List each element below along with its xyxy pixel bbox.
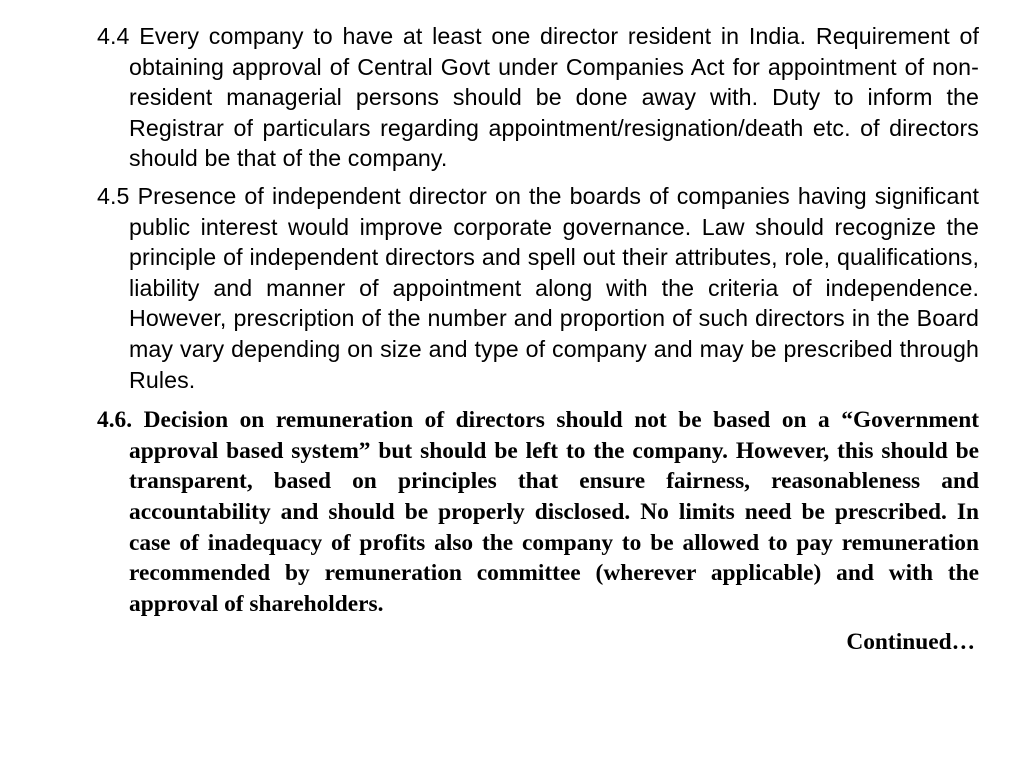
- paragraph-text: Every company to have at least one director resident in India. Requirement of obtaining approval of Central Govt under Companies Act for appointment of non-resident managerial persons should be done away with. Duty to inform the Registrar of particulars regarding appointment/resignation/death etc. of directors should be that of the company.: [129, 23, 979, 172]
- paragraph-text: Decision on remuneration of directors should not be based on a “Government approval based system” but should be left to the company. However, this should be transparent, based on principles that ensure fairness, reasonableness and accountability and should be properly disclosed. No limits need be prescribed. In case of inadequacy of profits also the company to be allowed to pay remuneration recommended by remuneration committee (wherever applicable) and with the approval of shareholders.: [129, 407, 979, 617]
- paragraph-4-6: [97, 405, 979, 619]
- paragraph-number: 4.4: [97, 23, 130, 49]
- paragraph-text: Presence of independent director on the boards of companies having significant public interest would improve corporate governance. Law should recognize the principle of independent directors and spell out their attributes, role, qualifications, liability and manner of appointment along with the criteria of independence. However, prescription of the number and proportion of such directors in the Board may vary depending on size and type of company and may be prescribed through Rules.: [129, 182, 980, 393]
- continued-label: Continued…: [846, 629, 975, 656]
- paragraph-number: 4.5: [97, 182, 130, 209]
- paragraph-number: 4.6.: [97, 407, 133, 434]
- paragraph-4-5: [97, 181, 979, 395]
- paragraph-4-4: [97, 21, 979, 174]
- slide-content: [97, 21, 979, 761]
